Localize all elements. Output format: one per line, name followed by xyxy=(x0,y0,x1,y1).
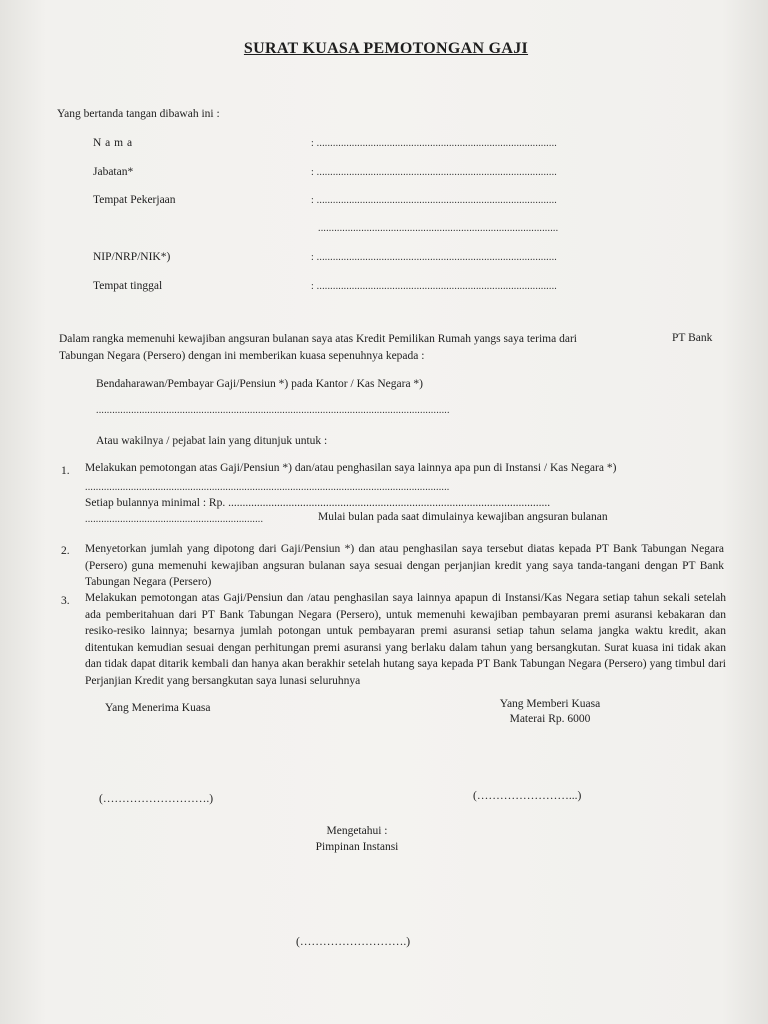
field-label-nama: N a m a xyxy=(93,137,133,149)
item-1-number: 1. xyxy=(61,465,70,477)
item-2-number: 2. xyxy=(61,545,70,557)
field-value-tempat-pekerjaan-cont: ......................................................................................... xyxy=(318,223,559,234)
acknowledge-label: Mengetahui : xyxy=(326,825,388,837)
item-2-text: Menyetorkan jumlah yang dipotong dari Gaji/Pensiun *) dan atau penghasilan saya tersebut diatas kepada PT Bank Tabungan Negara (Persero) guna memenuhi kewajiban angsuran bulanan saya sesuai dengan perjanjian kredit yang saya tanda-tangani dengan PT Bank Tabungan Negara (Persero) xyxy=(85,543,724,588)
field-label-nip: NIP/NRP/NIK*) xyxy=(93,251,171,263)
field-value-nip: : ......................................................................................... xyxy=(311,252,557,263)
field-value-nama: : ......................................................................................... xyxy=(311,138,557,149)
receiver-label: Yang Menerima Kuasa xyxy=(105,702,211,714)
item-1-start-text: Mulai bulan pada saat dimulainya kewajiban angsuran bulanan xyxy=(318,511,608,523)
intro-text: Yang bertanda tangan dibawah ini : xyxy=(57,108,220,120)
recipient-dots: ................................................................................................................................... xyxy=(96,405,450,416)
document-title: SURAT KUASA PEMOTONGAN GAJI xyxy=(243,40,529,57)
item-1-minimum: Setiap bulannya minimal : Rp. ................................................................................................................ xyxy=(85,497,551,509)
field-value-tempat-tinggal: : ......................................................................................... xyxy=(311,281,557,292)
field-value-jabatan: : ......................................................................................... xyxy=(311,167,557,178)
giver-signature: (……………………...) xyxy=(473,790,582,802)
item-1-text: Melakukan pemotongan atas Gaji/Pensiun *) dan/atau penghasilan saya lainnya apa pun di Instansi / Kas Negara *) xyxy=(85,462,617,474)
representative-text: Atau wakilnya / pejabat lain yang ditunjuk untuk : xyxy=(96,435,328,447)
field-label-jabatan: Jabatan* xyxy=(93,166,134,178)
stamp-label: Materai Rp. 6000 xyxy=(509,713,591,725)
head-label: Pimpinan Instansi xyxy=(315,841,399,853)
field-value-tempat-pekerjaan: : ......................................................................................... xyxy=(311,195,557,206)
receiver-signature: (……………………….) xyxy=(99,793,214,805)
paragraph-line-1-end: PT Bank xyxy=(672,332,713,344)
field-label-tempat-tinggal: Tempat tinggal xyxy=(93,280,163,292)
item-1-dots: ....................................................................................................................................... xyxy=(85,482,450,493)
field-label-tempat-pekerjaan: Tempat Pekerjaan xyxy=(93,194,176,206)
paragraph-line-1: Dalam rangka memenuhi kewajiban angsuran bulanan saya atas Kredit Pemilikan Rumah yangs saya terima dari xyxy=(59,333,577,345)
head-signature: (……………………….) xyxy=(296,936,411,948)
paragraph-line-2: Tabungan Negara (Persero) dengan ini memberikan kuasa sepenuhnya kepada : xyxy=(59,350,425,362)
item-3-text: Melakukan pemotongan atas Gaji/Pensiun dan /atau penghasilan saya lainnya apapun di Instansi/Kas Negara setiap tahun sekali setelah ada pemberitahuan dari PT Bank Tabungan Negara (Persero), untuk memenuhi kewajiban pembayaran premi asuransi kebakaran dan resiko-resiko lainnya; besarnya jumlah potongan untuk pembayaran premi asuransi setiap tahun selama jangka waktu kredit, akan ditentukan kemudian sesuai dengan perhitungan premi asuransi yang berlaku dalam tahun yang bersangkutan. Surat kuasa ini tidak akan dan tidak dapat ditarik kembali dan hanya akan berakhir setelah hutang saya kepada PT Bank Tabungan Negara (Persero) yang timbul dari Perjanjian Kredit yang bersangkutan saya lunasi seluruhnya xyxy=(85,592,726,687)
item-1-min-dots: .................................................................. xyxy=(85,514,264,525)
recipient-text: Bendaharawan/Pembayar Gaji/Pensiun *) pada Kantor / Kas Negara *) xyxy=(96,378,423,390)
item-3-number: 3. xyxy=(61,595,70,607)
giver-label: Yang Memberi Kuasa xyxy=(499,698,601,710)
